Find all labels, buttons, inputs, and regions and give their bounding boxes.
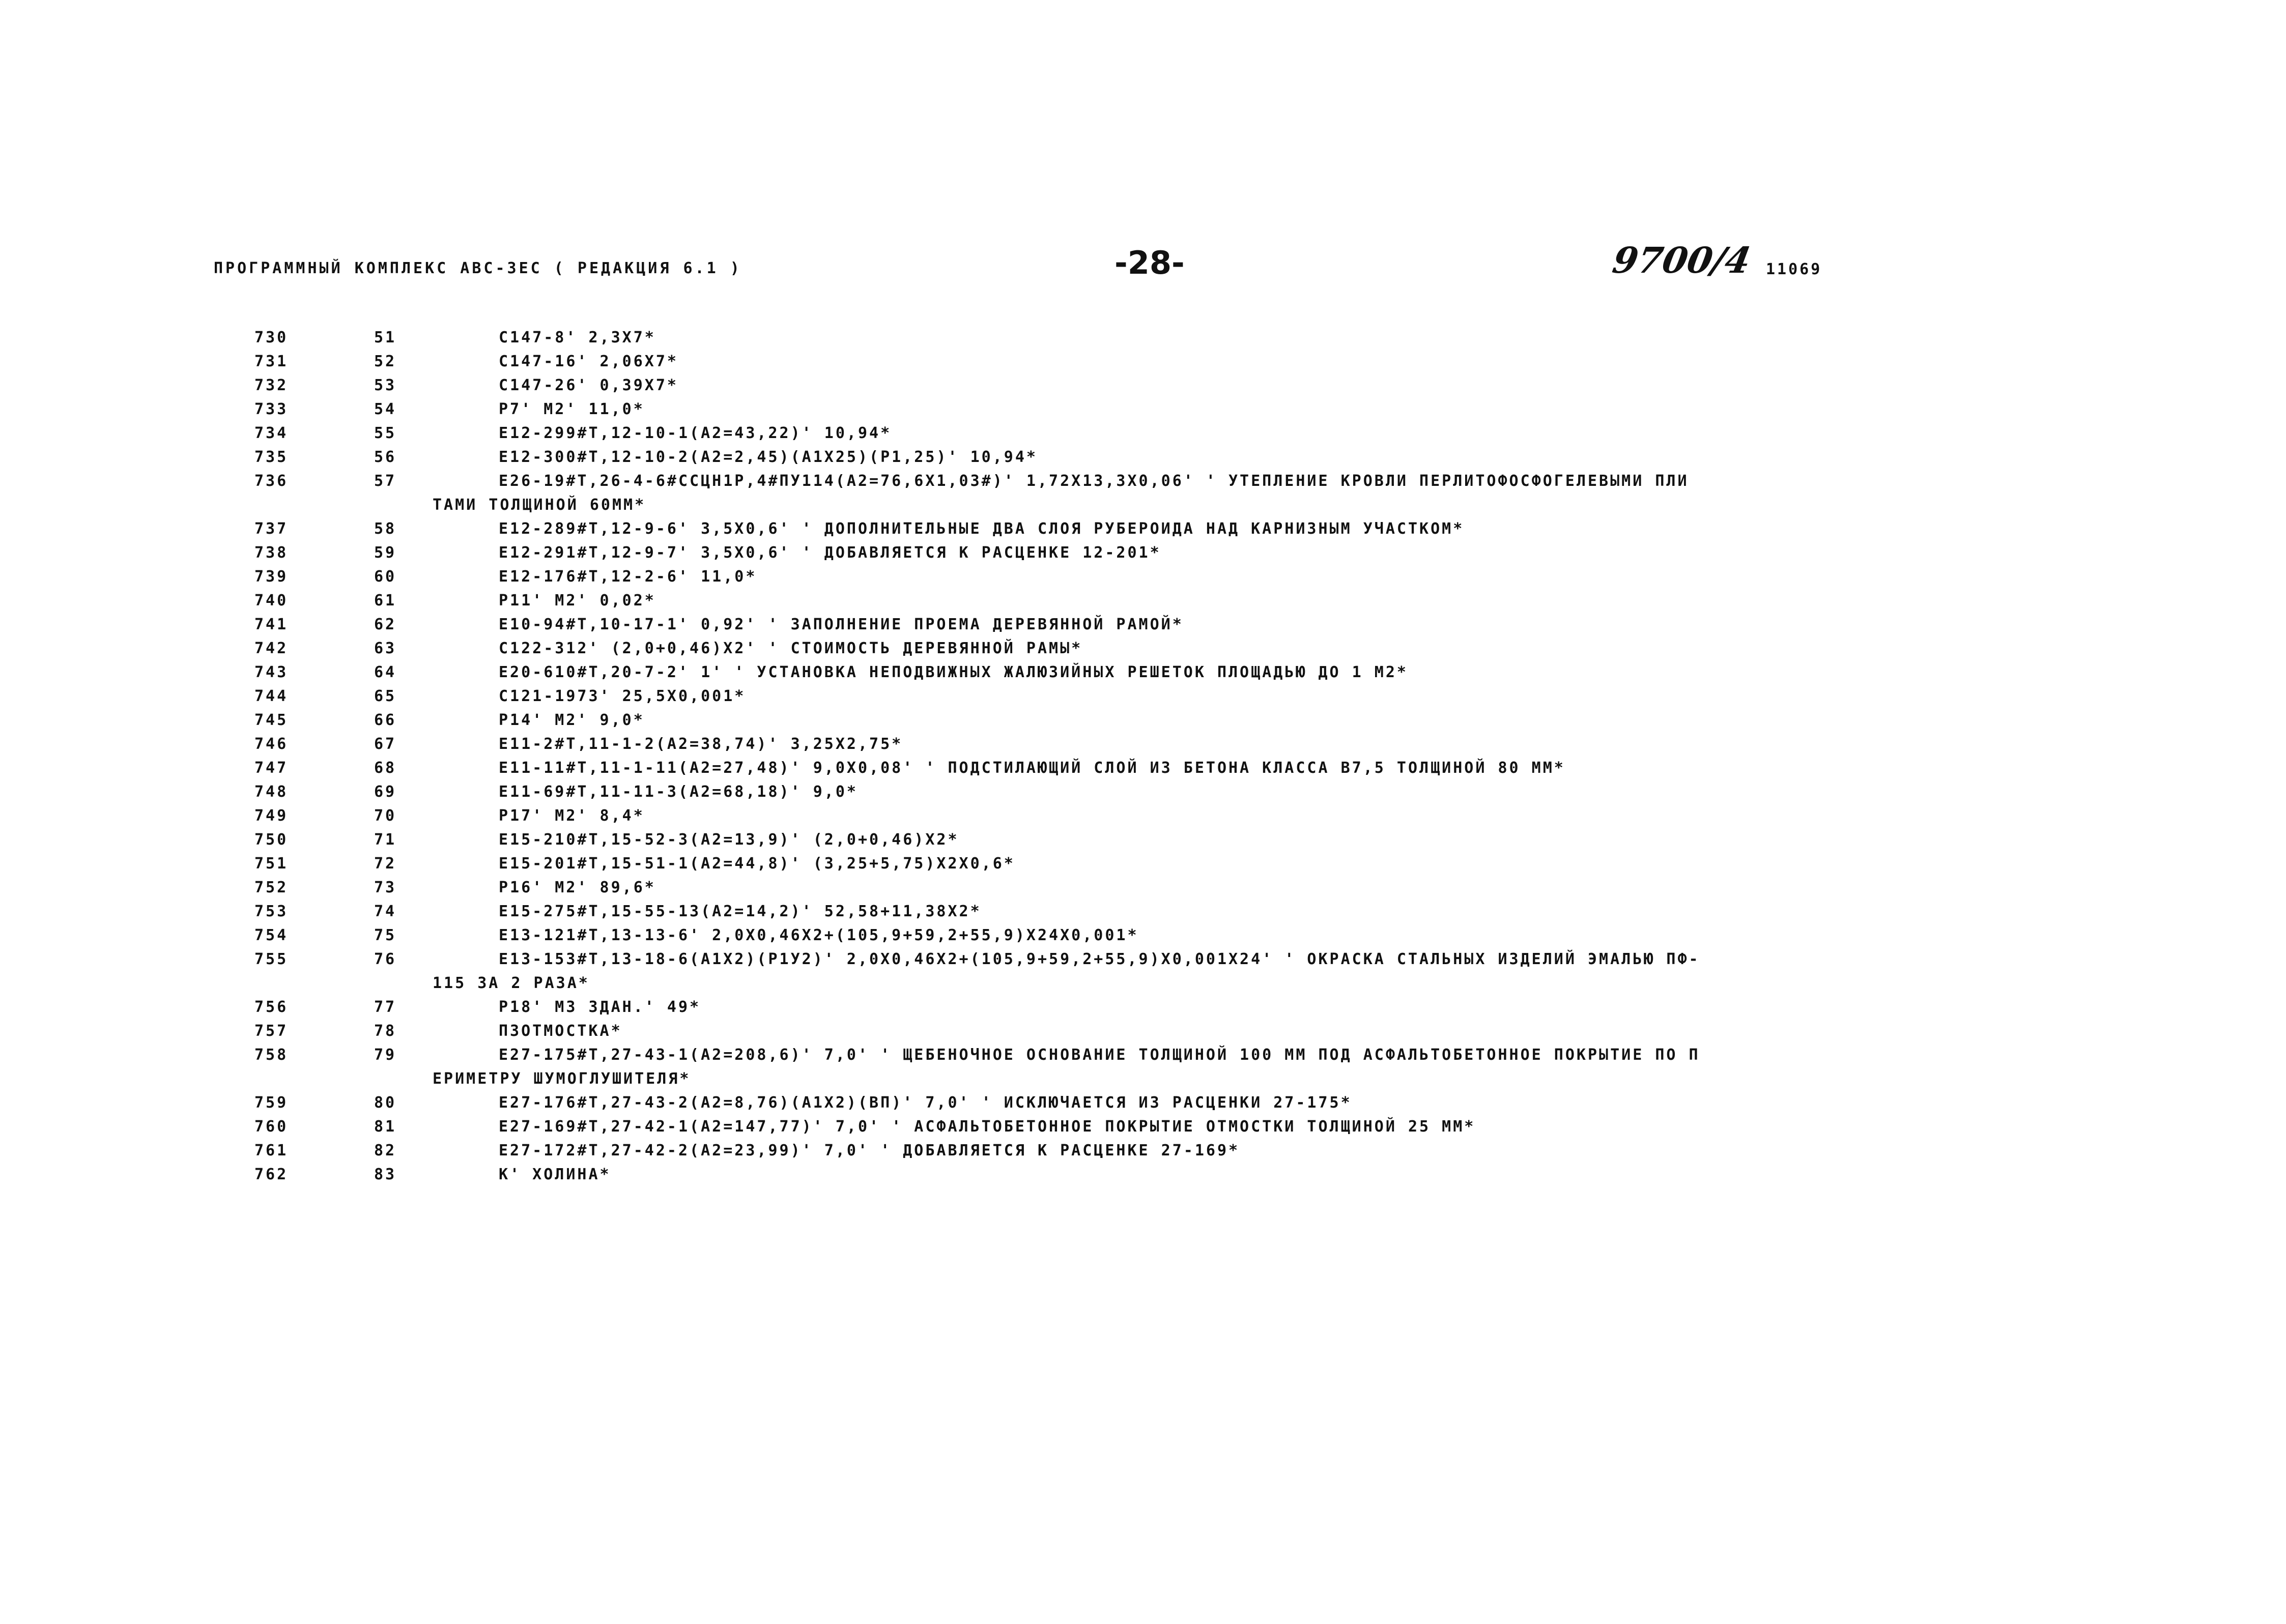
line-number: 731: [254, 353, 289, 370]
item-text: Е27-176#Т,27-43-2(А2=8,76)(А1Х2)(ВП)' 7,0' ' ИСКЛЮЧАЕТСЯ ИЗ РАСЦЕНКИ 27-175*: [499, 1094, 1352, 1112]
item-text: Е10-94#Т,10-17-1' 0,92' ' ЗАПОЛНЕНИЕ ПРОЕМА ДЕРЕВЯННОЙ РАМОЙ*: [499, 616, 1184, 633]
line-number: 756: [254, 998, 289, 1016]
line-number: 760: [254, 1118, 289, 1136]
line-number: 757: [254, 1022, 289, 1040]
item-sequence: 82: [374, 1142, 397, 1159]
listing-row-continuation: [254, 1067, 2066, 1091]
item-text: Е12-289#Т,12-9-6' 3,5Х0,6' ' ДОПОЛНИТЕЛЬНЫЕ ДВА СЛОЯ РУБЕРОИДА НАД КАРНИЗНЫМ УЧАСТКОМ*: [499, 520, 1465, 538]
item-sequence: 52: [374, 353, 397, 370]
item-text: Е11-69#Т,11-11-3(А2=68,18)' 9,0*: [499, 783, 858, 801]
item-text: Р7' М2' 11,0*: [499, 400, 645, 418]
listing-row: [254, 1139, 2066, 1163]
line-number: 739: [254, 568, 289, 586]
listing-row: [254, 900, 2066, 923]
listing-row: [254, 517, 2066, 541]
item-sequence: 60: [374, 568, 397, 586]
line-number: 743: [254, 663, 289, 681]
item-sequence: 70: [374, 807, 397, 825]
document-code: 11069: [1766, 260, 1822, 278]
page-number: -28-: [1115, 244, 1185, 281]
listing-row: [254, 732, 2066, 756]
item-text: Е12-299#Т,12-10-1(А2=43,22)' 10,94*: [499, 424, 892, 442]
line-number: 733: [254, 400, 289, 418]
item-text: Е20-610#Т,20-7-2' 1' ' УСТАНОВКА НЕПОДВИЖНЫХ ЖАЛЮЗИЙНЫХ РЕШЕТОК ПЛОЩАДЬЮ ДО 1 М2*: [499, 663, 1408, 681]
item-sequence: 69: [374, 783, 397, 801]
listing-row: [254, 1163, 2066, 1186]
item-text: К' ХОЛИНА*: [499, 1166, 611, 1183]
item-sequence: 76: [374, 950, 397, 968]
item-text: С121-1973' 25,5Х0,001*: [499, 687, 746, 705]
item-sequence: 66: [374, 711, 397, 729]
line-number: 745: [254, 711, 289, 729]
line-number: 753: [254, 903, 289, 920]
item-text: Е15-201#Т,15-51-1(А2=44,8)' (3,25+5,75)Х2Х0,6*: [499, 855, 1015, 873]
page-header: [214, 239, 2097, 290]
item-sequence: 73: [374, 879, 397, 896]
item-sequence: 72: [374, 855, 397, 873]
listing-row: [254, 589, 2066, 613]
item-sequence: 75: [374, 926, 397, 944]
line-number: 730: [254, 329, 289, 346]
item-text: С147-26' 0,39Х7*: [499, 376, 678, 394]
listing-row: [254, 445, 2066, 469]
line-number: 735: [254, 448, 289, 466]
handwritten-reference: 9700/4: [1609, 239, 1754, 281]
listing-row: [254, 660, 2066, 684]
item-sequence: 55: [374, 424, 397, 442]
item-text: С147-16' 2,06Х7*: [499, 353, 678, 370]
line-number: 751: [254, 855, 289, 873]
listing-row: [254, 852, 2066, 876]
line-number: 742: [254, 640, 289, 657]
item-sequence: 79: [374, 1046, 397, 1064]
line-number: 748: [254, 783, 289, 801]
item-sequence: 65: [374, 687, 397, 705]
item-sequence: 62: [374, 616, 397, 633]
item-sequence: 51: [374, 329, 397, 346]
line-number: 762: [254, 1166, 289, 1183]
line-number: 749: [254, 807, 289, 825]
item-sequence: 71: [374, 831, 397, 849]
line-number: 737: [254, 520, 289, 538]
item-text-continuation: ТАМИ ТОЛЩИНОЙ 60ММ*: [433, 496, 646, 514]
item-text: Е27-169#Т,27-42-1(А2=147,77)' 7,0' ' АСФАЛЬТОБЕТОННОЕ ПОКРЫТИЕ ОТМОСТКИ ТОЛЩИНОЙ 25 ММ*: [499, 1118, 1476, 1136]
program-title: ПРОГРАММНЫЙ КОМПЛЕКС АВС-3ЕС ( РЕДАКЦИЯ 6.1 ): [214, 259, 742, 277]
listing-row: [254, 804, 2066, 828]
line-number: 754: [254, 926, 289, 944]
item-text: Е12-300#Т,12-10-2(А2=2,45)(А1Х25)(Р1,25)' 10,94*: [499, 448, 1038, 466]
listing-row: [254, 613, 2066, 636]
item-text: Е12-176#Т,12-2-6' 11,0*: [499, 568, 757, 586]
listing-row: [254, 780, 2066, 804]
listing-row: [254, 397, 2066, 421]
item-text: Е27-172#Т,27-42-2(А2=23,99)' 7,0' ' ДОБАВЛЯЕТСЯ К РАСЦЕНКЕ 27-169*: [499, 1142, 1240, 1159]
line-number: 740: [254, 592, 289, 610]
item-text: Р16' М2' 89,6*: [499, 879, 656, 896]
item-text: Е15-210#Т,15-52-3(А2=13,9)' (2,0+0,46)Х2*: [499, 831, 959, 849]
item-text: Е27-175#Т,27-43-1(А2=208,6)' 7,0' ' ЩЕБЕНОЧНОЕ ОСНОВАНИЕ ТОЛЩИНОЙ 100 ММ ПОД АСФАЛЬТОБЕТОННОЕ ПОКРЫТИЕ ПО П: [499, 1046, 1700, 1064]
line-number: 759: [254, 1094, 289, 1112]
listing-row: [254, 421, 2066, 445]
listing-row: [254, 565, 2066, 589]
listing-row: [254, 373, 2066, 397]
listing-row: [254, 350, 2066, 373]
listing-row: [254, 756, 2066, 780]
line-number: 744: [254, 687, 289, 705]
item-text: Е15-275#Т,15-55-13(А2=14,2)' 52,58+11,38Х2*: [499, 903, 982, 920]
line-number: 736: [254, 472, 289, 490]
item-sequence: 83: [374, 1166, 397, 1183]
listing-row: [254, 684, 2066, 708]
item-text: Р18' МЗ ЗДАН.' 49*: [499, 998, 701, 1016]
listing-row: [254, 1043, 2066, 1067]
listing-row: [254, 541, 2066, 565]
listing-row: [254, 923, 2066, 947]
listing-row: [254, 708, 2066, 732]
listing-row: [254, 636, 2066, 660]
item-sequence: 54: [374, 400, 397, 418]
line-number: 752: [254, 879, 289, 896]
item-sequence: 58: [374, 520, 397, 538]
item-sequence: 77: [374, 998, 397, 1016]
item-text: Е11-2#Т,11-1-2(А2=38,74)' 3,25Х2,75*: [499, 735, 903, 753]
line-number: 758: [254, 1046, 289, 1064]
item-sequence: 57: [374, 472, 397, 490]
item-sequence: 53: [374, 376, 397, 394]
item-text: ПЗОТМОСТКА*: [499, 1022, 622, 1040]
line-number: 747: [254, 759, 289, 777]
item-sequence: 63: [374, 640, 397, 657]
line-number: 741: [254, 616, 289, 633]
item-sequence: 80: [374, 1094, 397, 1112]
item-text: Е12-291#Т,12-9-7' 3,5Х0,6' ' ДОБАВЛЯЕТСЯ К РАСЦЕНКЕ 12-201*: [499, 544, 1161, 562]
item-text: Е13-153#Т,13-18-6(А1Х2)(Р1У2)' 2,0Х0,46Х2+(105,9+59,2+55,9)Х0,001Х24' ' ОКРАСКА СТАЛЬНЫХ ИЗДЕЛИЙ ЭМАЛЬЮ ПФ-: [499, 950, 1700, 968]
listing-rows: [254, 326, 2066, 1186]
listing-row: [254, 1091, 2066, 1115]
item-text-continuation: ЕРИМЕТРУ ШУМОГЛУШИТЕЛЯ*: [433, 1070, 691, 1088]
listing-row: [254, 1115, 2066, 1139]
line-number: 750: [254, 831, 289, 849]
line-number: 734: [254, 424, 289, 442]
listing-row: [254, 995, 2066, 1019]
listing-row: [254, 469, 2066, 493]
item-text-continuation: 115 ЗА 2 РАЗА*: [433, 974, 590, 992]
listing-row: [254, 828, 2066, 852]
listing-row-continuation: [254, 971, 2066, 995]
item-text: Р11' М2' 0,02*: [499, 592, 656, 610]
line-number: 738: [254, 544, 289, 562]
item-sequence: 56: [374, 448, 397, 466]
item-text: Р14' М2' 9,0*: [499, 711, 645, 729]
item-sequence: 74: [374, 903, 397, 920]
item-sequence: 78: [374, 1022, 397, 1040]
line-number: 746: [254, 735, 289, 753]
item-sequence: 68: [374, 759, 397, 777]
item-sequence: 59: [374, 544, 397, 562]
item-text: С147-8' 2,3Х7*: [499, 329, 656, 346]
item-sequence: 64: [374, 663, 397, 681]
item-sequence: 61: [374, 592, 397, 610]
line-number: 761: [254, 1142, 289, 1159]
item-text: Р17' М2' 8,4*: [499, 807, 645, 825]
line-number: 732: [254, 376, 289, 394]
item-text: Е13-121#Т,13-13-6' 2,0Х0,46Х2+(105,9+59,2+55,9)Х24Х0,001*: [499, 926, 1139, 944]
item-sequence: 67: [374, 735, 397, 753]
listing-row-continuation: [254, 493, 2066, 517]
listing-row: [254, 876, 2066, 900]
item-sequence: 81: [374, 1118, 397, 1136]
line-number: 755: [254, 950, 289, 968]
item-text: С122-312' (2,0+0,46)Х2' ' СТОИМОСТЬ ДЕРЕВЯННОЙ РАМЫ*: [499, 640, 1083, 657]
listing-row: [254, 326, 2066, 350]
item-text: Е11-11#Т,11-1-11(А2=27,48)' 9,0Х0,08' ' ПОДСТИЛАЮЩИЙ СЛОЙ ИЗ БЕТОНА КЛАССА В7,5 ТОЛЩИНОЙ 80 ММ*: [499, 759, 1565, 777]
listing-row: [254, 1019, 2066, 1043]
item-text: Е26-19#Т,26-4-6#ССЦН1Р,4#ПУ114(А2=76,6Х1,03#)' 1,72Х13,3Х0,06' ' УТЕПЛЕНИЕ КРОВЛИ ПЕРЛИТОФОСФОГЕЛЕВЫМИ ПЛИ: [499, 472, 1689, 490]
listing-row: [254, 947, 2066, 971]
